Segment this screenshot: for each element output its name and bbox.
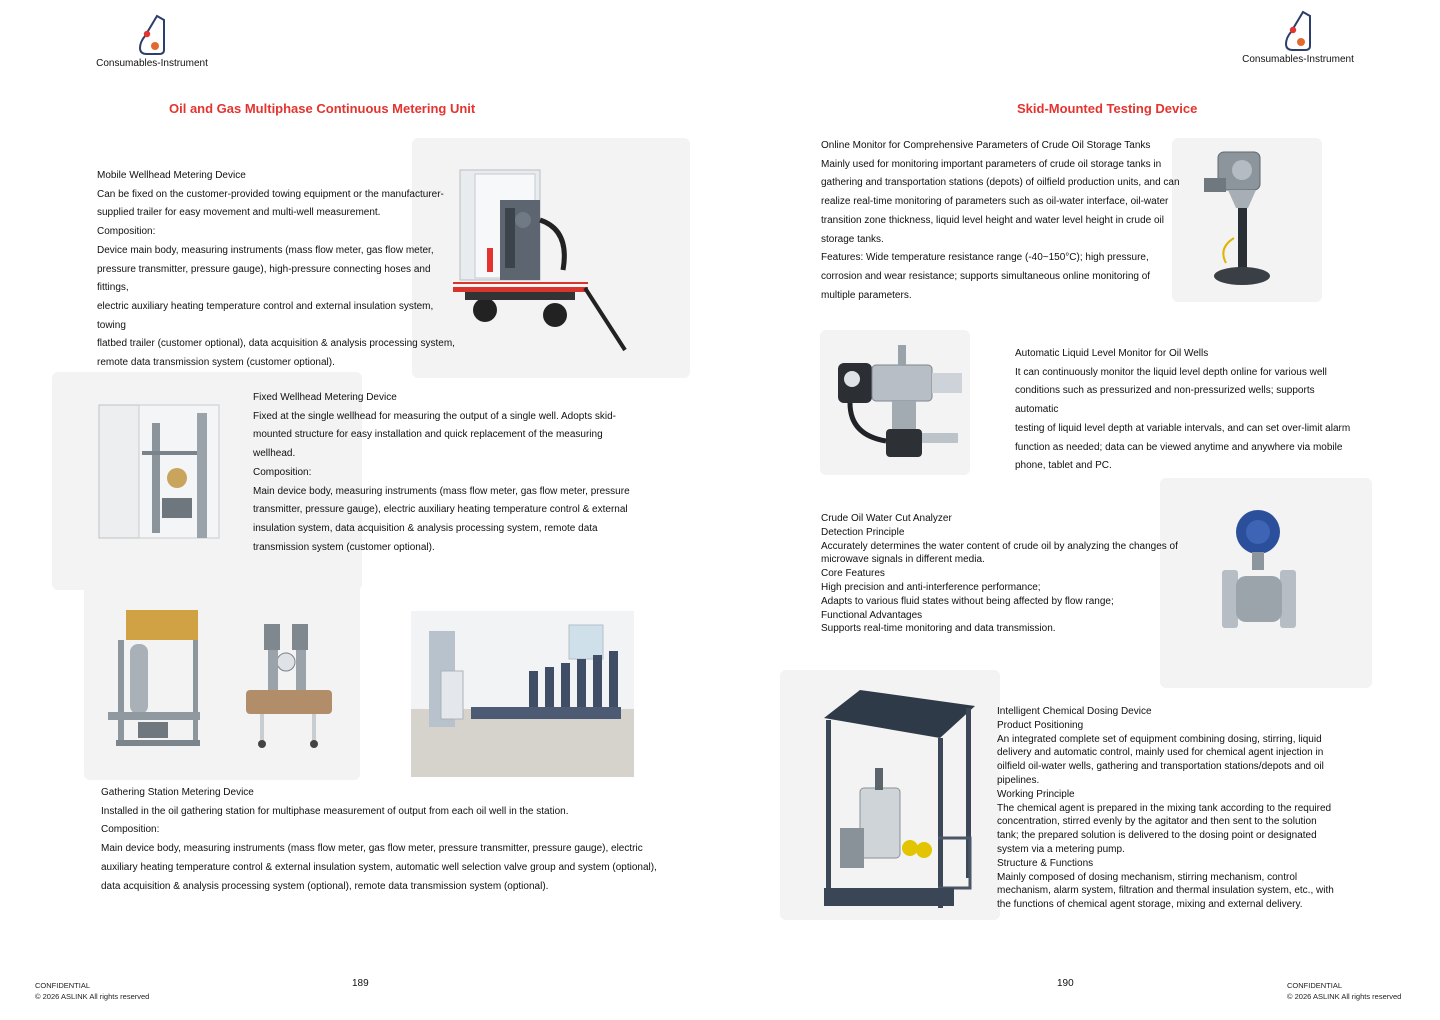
text-line: corrosion and wear resistance; supports simultaneous online monitoring of (821, 270, 1151, 282)
text-line: Features: Wide temperature resistance range (-40~150°C); high pressure, (821, 252, 1149, 264)
text-line: testing of liquid level depth at variable intervals, and can set over-limit alarm (1015, 422, 1351, 434)
right-logo (1242, 10, 1354, 65)
fixed-wellhead-text (253, 389, 633, 557)
text-line: Mainly composed of dosing mechanism, stirring mechanism, control (997, 871, 1298, 883)
gathering-station-room-photo (411, 611, 634, 777)
text-line: pipelines. (997, 774, 1040, 786)
section-heading: Mobile Wellhead Metering Device (97, 170, 246, 181)
text-line: Accurately determines the water content of crude oil by analyzing the changes of (821, 540, 1178, 552)
page-number: 189 (352, 978, 369, 989)
water-cut-analyzer-photo (1218, 506, 1308, 646)
brand-logo-icon (1283, 10, 1313, 52)
text-line: oilfield oil-water wells, gathering and transportation stations/depots and oil (997, 761, 1324, 773)
chemical-dosing-photo (820, 688, 978, 913)
text-line: Working Principle (997, 788, 1075, 800)
text-line: flatbed trailer (customer optional), data acquisition & analysis processing system, (97, 338, 455, 350)
section-heading: Gathering Station Metering Device (101, 787, 254, 798)
text-line: remote data transmission system (customer optional). (97, 357, 335, 369)
text-line: Structure & Functions (997, 857, 1094, 869)
text-line: auxiliary heating temperature control & external insulation system, automatic well selection valve group and system (optional), (101, 861, 657, 873)
left-page-title: Oil and Gas Multiphase Continuous Metering Unit (169, 101, 476, 116)
liquid-level-monitor-photo (830, 343, 965, 465)
section-heading: Fixed Wellhead Metering Device (253, 392, 397, 403)
logo-caption: Consumables-Instrument (96, 58, 208, 69)
text-line: data acquisition & analysis processing system (optional), remote data transmission system (optional). (101, 880, 549, 892)
text-line: High precision and anti-interference performance; (821, 581, 1041, 593)
text-line: mounted structure for easy installation and quick replacement of the measuring (253, 429, 603, 441)
text-line: the functions of chemical agent storage, mixing and external delivery. (997, 899, 1303, 911)
section-heading: Intelligent Chemical Dosing Device (997, 706, 1152, 717)
gathering-skid-photo (108, 604, 203, 750)
text-line: Installed in the oil gathering station for multiphase measurement of output from each oil well in the station. (101, 805, 569, 817)
level-monitor-text (1015, 345, 1360, 476)
text-line: mechanism, alarm system, filtration and thermal insulation system, etc., with (997, 885, 1334, 897)
text-line: Functional Advantages (821, 609, 923, 621)
text-line: pressure transmitter, pressure gauge), high-pressure connecting hoses and fittings, (97, 263, 431, 294)
text-line: microwave signals in different media. (821, 554, 985, 566)
left-footer (35, 980, 149, 1002)
right-footer (1287, 980, 1401, 1002)
logo-caption: Consumables-Instrument (1242, 54, 1354, 65)
text-line: Adapts to various fluid states without being affected by flow range; (821, 595, 1114, 607)
text-line: wellhead. (253, 448, 296, 460)
section-heading: Online Monitor for Comprehensive Parameters of Crude Oil Storage Tanks (821, 140, 1151, 151)
gathering-station-text (101, 784, 661, 896)
text-line: An integrated complete set of equipment combining dosing, stirring, liquid (997, 733, 1322, 745)
text-line: electric auxiliary heating temperature control and external insulation system, towing (97, 300, 434, 331)
brand-logo-icon (137, 14, 167, 56)
text-line: Fixed at the single wellhead for measuring the output of a single well. Adopts skid- (253, 410, 616, 422)
storage-monitor-text (821, 137, 1181, 305)
text-line: Supports real-time monitoring and data transmission. (821, 623, 1056, 635)
water-cut-text (821, 512, 1181, 636)
text-line: Composition: (253, 466, 312, 478)
text-line: Core Features (821, 568, 885, 580)
section-heading: Crude Oil Water Cut Analyzer (821, 513, 952, 524)
section-heading: Automatic Liquid Level Monitor for Oil Wells (1015, 348, 1209, 359)
text-line: function as needed; data can be viewed anytime and anywhere via mobile (1015, 441, 1343, 453)
dosing-device-text (997, 705, 1342, 912)
gathering-valve-photo (246, 620, 332, 750)
text-line: concentration, stirred evenly by the agitator and then sent to the solution (997, 816, 1317, 828)
text-line: insulation system, data acquisition & analysis processing system, remote data (253, 522, 598, 534)
text-line: storage tanks. (821, 233, 884, 245)
text-line: transition zone thickness, liquid level height and water level height in crude oil (821, 214, 1164, 226)
text-line: It can continuously monitor the liquid level depth online for various well (1015, 366, 1327, 378)
text-line: delivery and automatic control, mainly used for chemical agent injection in (997, 747, 1324, 759)
text-line: transmission system (customer optional). (253, 541, 435, 553)
right-page-title: Skid-Mounted Testing Device (1017, 101, 1198, 116)
text-line: system via a metering pump. (997, 843, 1125, 855)
text-line: Device main body, measuring instruments (mass flow meter, gas flow meter, (97, 244, 434, 256)
text-line: Mainly used for monitoring important parameters of crude oil storage tanks in (821, 158, 1162, 170)
text-line: conditions such as pressurized and non-pressurized wells; supports automatic (1015, 385, 1315, 416)
fixed-wellhead-photo (97, 403, 237, 540)
text-line: tank; the prepared solution is delivered to the dosing point or designated (997, 830, 1317, 842)
confidential-label: CONFIDENTIAL (1287, 981, 1343, 990)
text-line: Main device body, measuring instruments (mass flow meter, gas flow meter, pressure (253, 485, 630, 497)
page-number: 190 (1057, 978, 1074, 989)
text-line: supplied trailer for easy movement and multi-well measurement. (97, 207, 381, 219)
left-logo (96, 14, 208, 69)
text-line: Main device body, measuring instruments (mass flow meter, gas flow meter, pressure transmitter, pressure gauge), electric (101, 843, 643, 855)
text-line: The chemical agent is prepared in the mixing tank according to the required (997, 802, 1332, 814)
text-line: transmitter, pressure gauge), electric auxiliary heating temperature control & external (253, 504, 628, 516)
copyright-label: © 2026 ASLINK All rights reserved (35, 992, 150, 1001)
text-line: gathering and transportation stations (depots) of oilfield production units, and can (821, 177, 1180, 189)
text-line: Product Positioning (997, 719, 1084, 731)
confidential-label: CONFIDENTIAL (35, 981, 91, 990)
text-line: Composition: (97, 226, 156, 238)
text-line: phone, tablet and PC. (1015, 460, 1112, 472)
text-line: Composition: (101, 824, 160, 836)
text-line: multiple parameters. (821, 289, 912, 301)
text-line: realize real-time monitoring of parameters such as oil-water interface, oil-water (821, 196, 1169, 208)
storage-tank-monitor-photo (1198, 148, 1288, 293)
mobile-wellhead-photo (445, 160, 635, 360)
text-line: Can be fixed on the customer-provided towing equipment or the manufacturer- (97, 188, 444, 200)
text-line: Detection Principle (821, 526, 905, 538)
copyright-label: © 2026 ASLINK All rights reserved (1287, 992, 1402, 1001)
mobile-wellhead-text (97, 167, 457, 373)
